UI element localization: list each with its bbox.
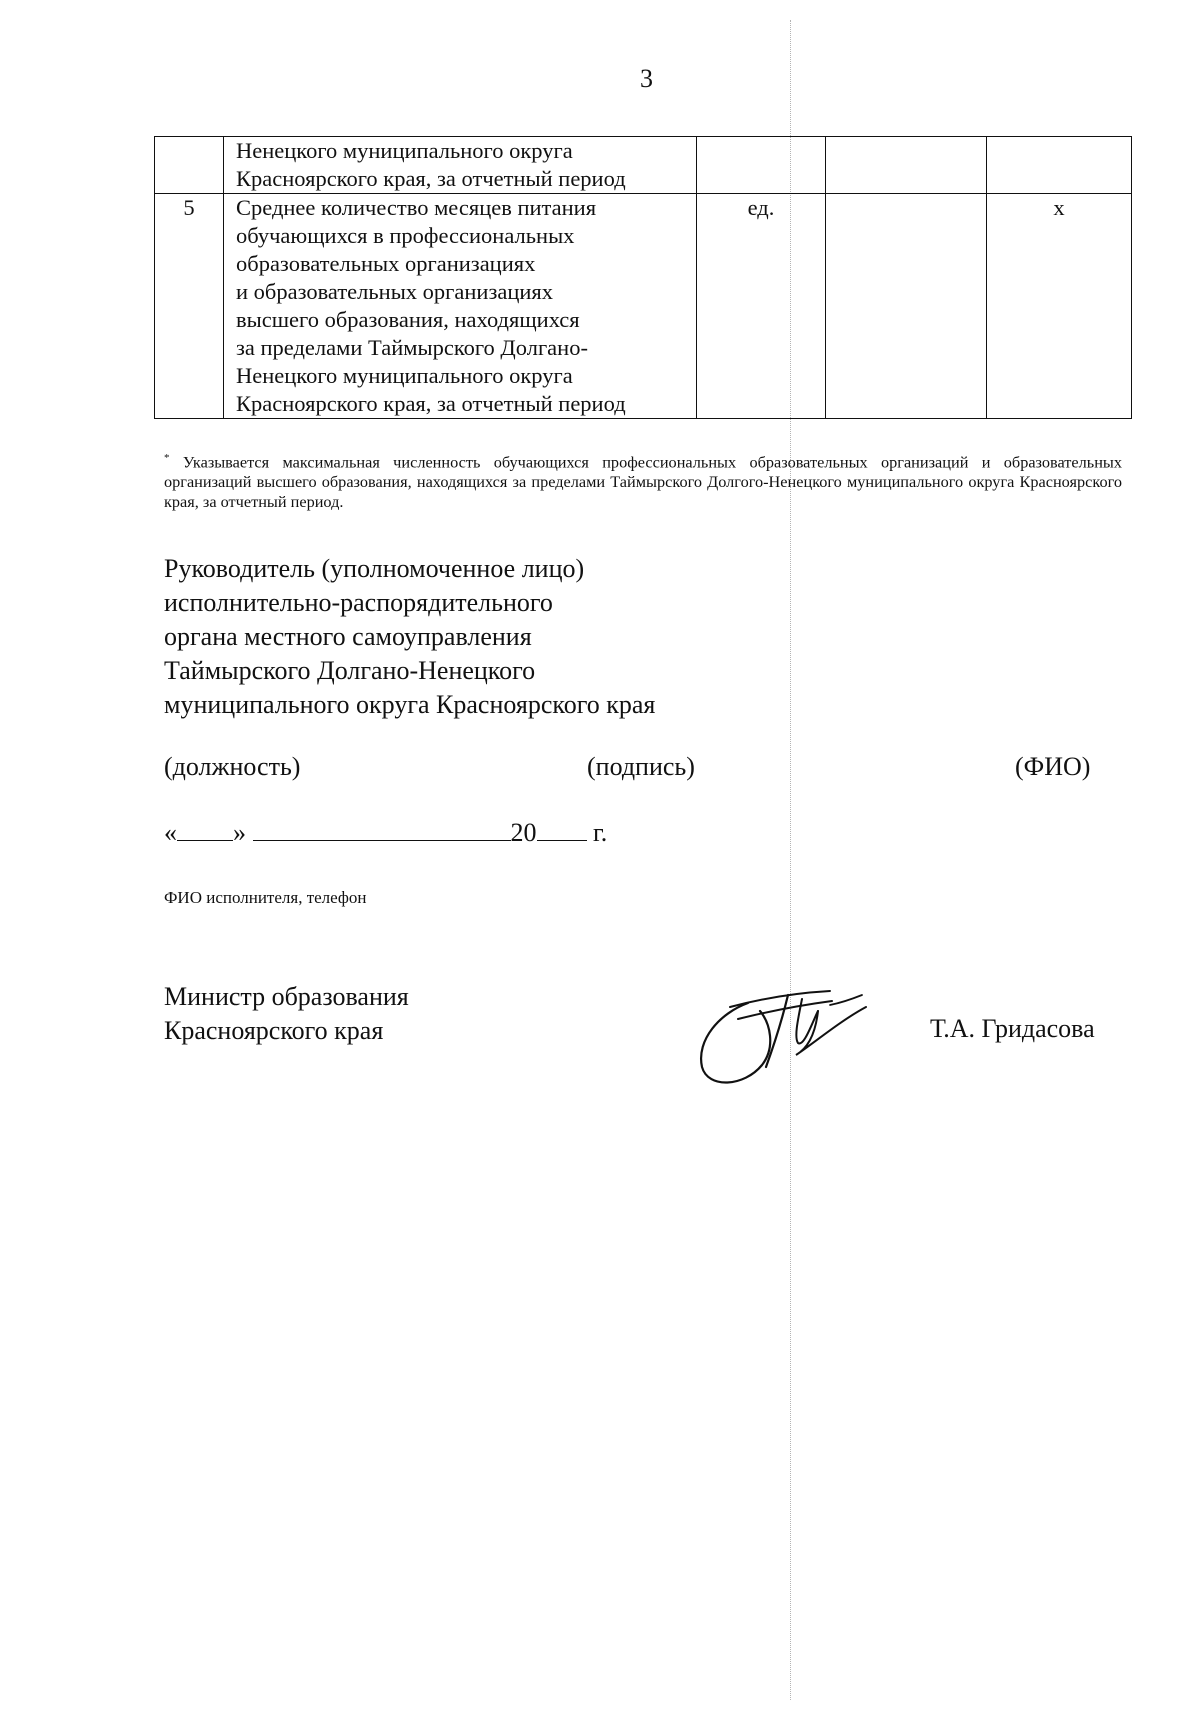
name-line: Ненецкого муниципального округа: [236, 138, 573, 163]
name-line: за пределами Таймырского Долгано-: [236, 335, 588, 360]
head-line: муниципального округа Красноярского края: [164, 690, 656, 719]
page-number: 3: [640, 64, 653, 93]
year-suffix: г.: [593, 818, 608, 847]
table-row: [155, 194, 1132, 419]
name-line: и образовательных организациях: [236, 279, 554, 304]
row-number-cell: 5: [155, 194, 224, 419]
footnote: [164, 448, 1122, 512]
minister-title-line: Красноярского края: [164, 1016, 384, 1045]
report-table: [154, 136, 1132, 419]
name-line: Ненецкого муниципального округа: [236, 363, 573, 388]
footnote-marker: *: [164, 452, 170, 464]
head-line: исполнительно-распорядительного: [164, 588, 553, 617]
value-cell: x: [987, 194, 1132, 419]
minister-title-line: Министр образования: [164, 982, 409, 1011]
name-line: обучающихся в профессиональных: [236, 223, 575, 248]
row-number-cell: [155, 137, 224, 194]
executor-label: ФИО исполнителя, телефон: [164, 888, 367, 907]
head-line: Таймырского Долгано-Ненецкого: [164, 656, 536, 685]
value-cell: [826, 137, 987, 194]
date-close-quote: »: [233, 818, 246, 847]
date-open-quote: «: [164, 818, 177, 847]
name-line: высшего образования, находящихся: [236, 307, 580, 332]
indicator-name-cell: [224, 137, 697, 194]
value-cell: [987, 137, 1132, 194]
name-line: Красноярского края, за отчетный период: [236, 391, 626, 416]
head-line: Руководитель (уполномоченное лицо): [164, 554, 585, 583]
head-signatory-block: [164, 552, 655, 722]
date-line: [164, 818, 607, 848]
indicator-name-cell: [224, 194, 697, 419]
name-line: Красноярского края, за отчетный период: [236, 166, 626, 191]
year-blank: [537, 818, 587, 841]
head-line: органа местного самоуправления: [164, 622, 532, 651]
name-line: образовательных организациях: [236, 251, 536, 276]
month-blank: [253, 818, 511, 841]
table-row: [155, 137, 1132, 194]
footnote-text: Указывается максимальная численность обучающихся профессиональных образовательных организаций и образовательных организаций высшего образования, находящихся за пределами Таймырского Долгого-Ненецкого муниципального округа Красноярского края, за отчетный период.: [164, 452, 1122, 512]
name-line: Среднее количество месяцев питания: [236, 195, 597, 220]
position-label: (должность): [164, 752, 301, 781]
day-blank: [177, 818, 233, 841]
unit-cell: ед.: [697, 194, 826, 419]
handwritten-signature-icon: [690, 985, 890, 1095]
minister-title: [164, 980, 409, 1048]
fio-label: (ФИО): [1015, 752, 1091, 781]
signature-label: (подпись): [587, 752, 695, 781]
unit-cell: [697, 137, 826, 194]
minister-name: Т.А. Гридасова: [930, 1014, 1095, 1043]
value-cell: [826, 194, 987, 419]
year-prefix: 20: [510, 818, 537, 847]
